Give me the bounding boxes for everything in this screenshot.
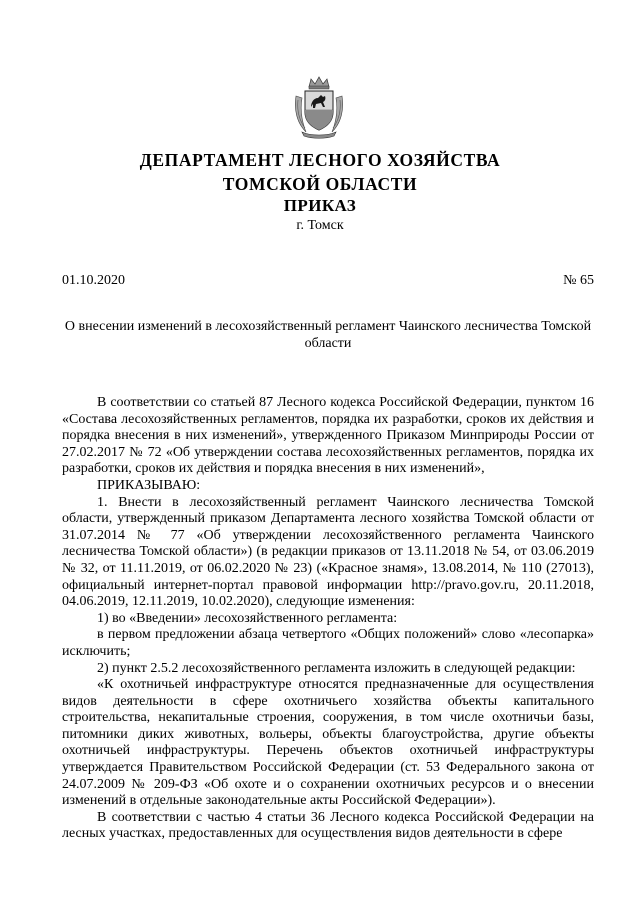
body-paragraph-order: ПРИКАЗЫВАЮ: — [97, 477, 201, 493]
department-name-line2: ТОМСКОЙ ОБЛАСТИ — [222, 174, 418, 194]
document-subject: О внесении изменений в лесохозяйственный регламент Чаинского лесничества Томской области — [64, 319, 592, 351]
body-paragraph: 1. Внести в лесохозяйственный регламент Чаинского лесничества Томской области, утвержденный приказом Департамента лесного хозяйства Томской области от 31.07.2014 № 77 «Об утверждении лесохозяйственного регламента Чаинского лесничества Томской области») (в редакции приказов от 13.11.2018 № 54, от 03.06.2019 № 32, от 11.11.2019, от 06.02.2020 № 23) («Красное знамя», 13.08.2014, № 110 (27013), официальный интернет-портал правовой информации http://pravo.gov.ru, 20.11.2018, 04.06.2019, 12.11.2019, 10.02.2020), следующие изменения: — [62, 494, 594, 610]
department-name-line1: ДЕПАРТАМЕНТ ЛЕСНОГО ХОЗЯЙСТВА — [139, 150, 501, 170]
body-paragraph: «К охотничьей инфраструктуре относятся предназначенные для осуществления видов деятельности в сфере охотничьего хозяйства объекты капитального строительства, некапитальные строения, сооружения, в том числе охотничьи базы, питомники диких животных, вольеры, объекты благоустройства, другие объекты охотничьей инфраструктуры. Перечень объектов охотничьей инфраструктуры утверждается Правительством Российской Федерации (ст. 53 Федерального закона от 24.07.2009 № 209-ФЗ «Об охоте и о сохранении охотничьих ресурсов и о внесении изменений в отдельные законодательные акты Российской Федерации»). — [62, 677, 594, 809]
document-city: г. Томск — [296, 218, 344, 233]
document-date: 01.10.2020 — [62, 273, 125, 288]
body-paragraph: в первом предложении абзаца четвертого «Общих положений» слово «лесопарка» исключить; — [62, 627, 594, 659]
document-number: № 65 — [563, 273, 594, 288]
body-paragraph: 1) во «Введении» лесохозяйственного регламента: — [97, 610, 398, 626]
body-paragraph: 2) пункт 2.5.2 лесохозяйственного регламента изложить в следующей редакции: — [97, 660, 576, 676]
document-body — [62, 395, 594, 843]
coat-of-arms-icon — [292, 74, 346, 140]
body-paragraph: В соответствии со статьей 87 Лесного кодекса Российской Федерации, пунктом 16 «Состава лесохозяйственных регламентов, порядка их разработки, сроков их действия и порядка внесения в них изменений», утвержденного Приказом Минприроды России от 27.02.2017 № 72 «Об утверждении состава лесохозяйственных регламентов, порядка их разработки, сроков их действия и порядка внесения в них изменений», — [62, 395, 594, 477]
document-type: ПРИКАЗ — [283, 196, 357, 215]
body-paragraph: В соответствии с частью 4 статьи 36 Лесного кодекса Российской Федерации на лесных участках, предоставленных для осуществления видов деятельности в сфере — [62, 809, 594, 842]
